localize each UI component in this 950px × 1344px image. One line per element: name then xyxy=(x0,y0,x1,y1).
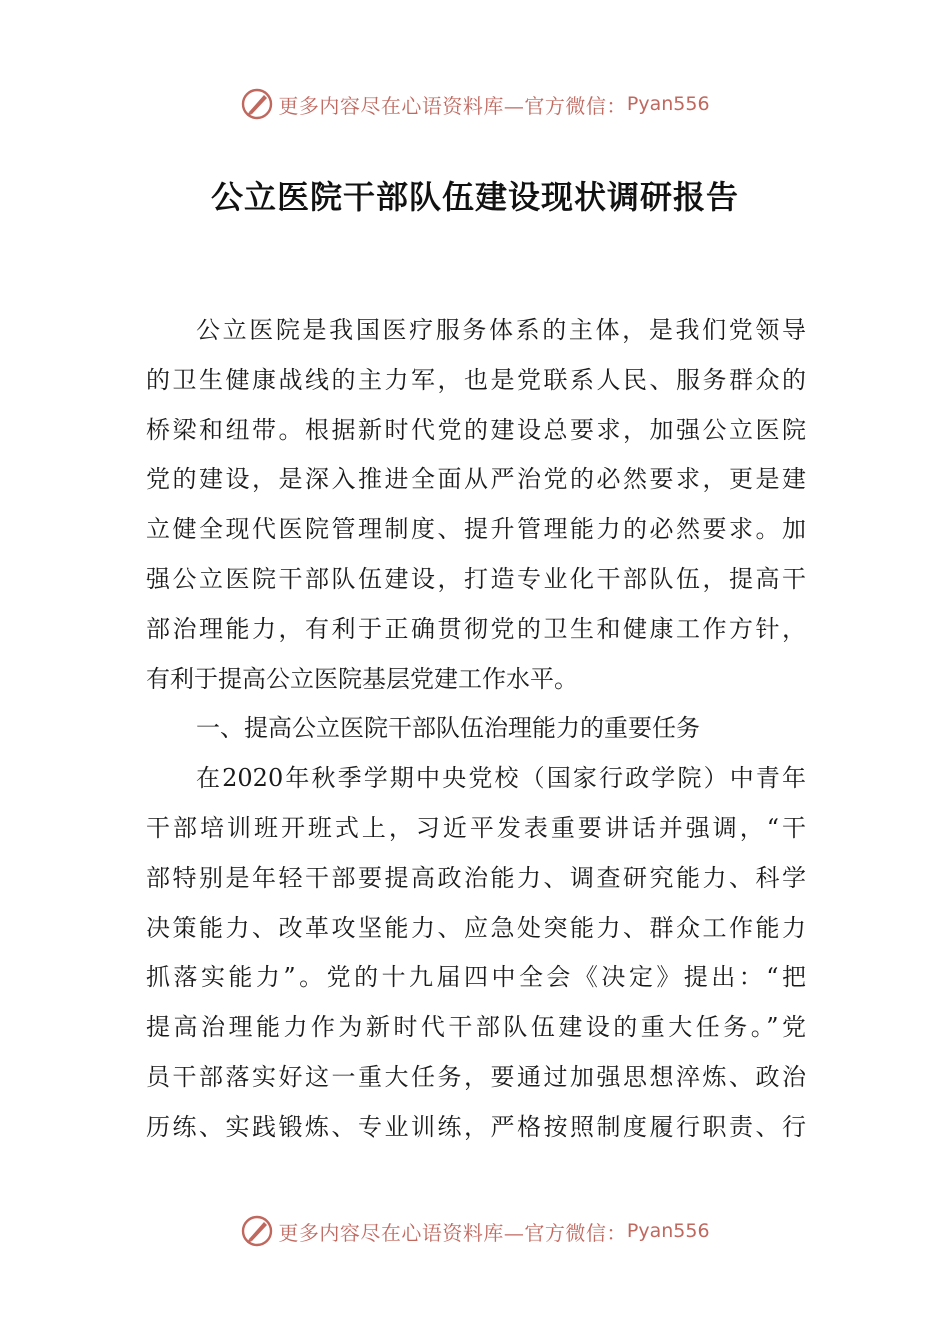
paragraph-line: 桥梁和纽带。根据新时代党的建设总要求，加强公立医院 xyxy=(146,415,806,444)
paragraph-line: 立健全现代医院管理制度、提升管理能力的必然要求。加 xyxy=(146,515,806,544)
paragraph-line: 抓落实能力”。党的十九届四中全会《决定》提出：“把 xyxy=(146,963,806,992)
pen-circle-logo-icon xyxy=(240,87,274,121)
paragraph-line: 历练、实践锻炼、专业训练，严格按照制度履行职责、行 xyxy=(146,1112,806,1141)
paragraph-line: 部治理能力，有利于正确贯彻党的卫生和健康工作方针， xyxy=(146,614,806,643)
paragraph-line: 的卫生健康战线的主力军，也是党联系人民、服务群众的 xyxy=(146,365,806,394)
paragraph-line: 强公立医院干部队伍建设，打造专业化干部队伍，提高干 xyxy=(146,564,806,593)
watermark-banner-top xyxy=(0,84,950,124)
watermark-text: 更多内容尽在心语资料库—官方微信： xyxy=(278,1220,627,1245)
watermark-wechat-id: Pyan556 xyxy=(626,1220,710,1242)
paragraph-line: 公立医院是我国医疗服务体系的主体，是我们党领导 xyxy=(196,316,806,344)
pen-circle-logo-icon xyxy=(240,1214,274,1248)
paragraph-line: 提高治理能力作为新时代干部队伍建设的重大任务。”党 xyxy=(146,1013,806,1042)
section-heading: 一、提高公立医院干部队伍治理能力的重要任务 xyxy=(196,714,700,743)
paragraph-line: 员干部落实好这一重大任务，要通过加强思想淬炼、政治 xyxy=(146,1062,806,1091)
watermark-wechat-id: Pyan556 xyxy=(626,93,710,115)
document-title: 公立医院干部队伍建设现状调研报告 xyxy=(210,178,739,216)
paragraph-line: 干部培训班开班式上，习近平发表重要讲话并强调，“干 xyxy=(146,813,806,842)
paragraph-line: 有利于提高公立医院基层党建工作水平。 xyxy=(146,664,578,693)
watermark-banner-bottom xyxy=(0,1211,950,1251)
paragraph-line: 部特别是年轻干部要提高政治能力、调查研究能力、科学 xyxy=(146,863,806,892)
paragraph-line: 在2020年秋季学期中央党校（国家行政学院）中青年 xyxy=(196,764,806,793)
document-body xyxy=(146,306,806,1153)
watermark-text: 更多内容尽在心语资料库—官方微信： xyxy=(278,93,627,118)
paragraph-line: 党的建设，是深入推进全面从严治党的必然要求，更是建 xyxy=(146,465,806,494)
paragraph-line: 决策能力、改革攻坚能力、应急处突能力、群众工作能力 xyxy=(146,913,806,942)
